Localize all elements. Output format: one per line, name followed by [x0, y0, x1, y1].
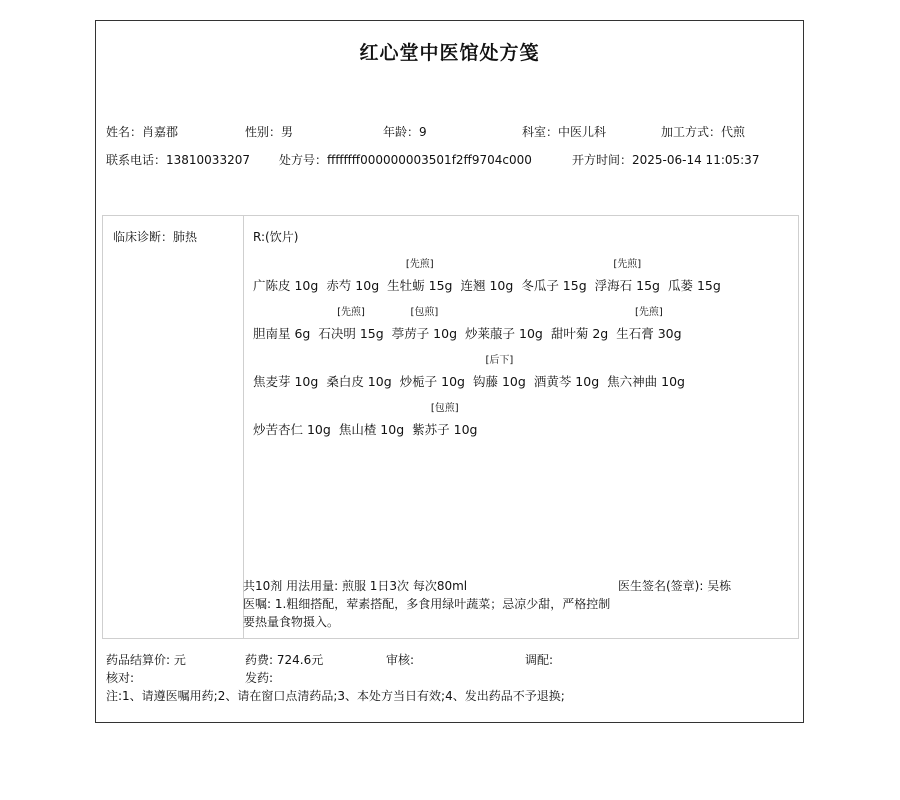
herb-item [521, 276, 586, 294]
herb-note: [先煎] [613, 259, 642, 270]
herb-item [594, 259, 660, 294]
herb-name: 赤芍 10g [326, 278, 380, 293]
herb-item [326, 276, 379, 294]
herb-item [551, 324, 608, 342]
herb-item [607, 372, 685, 390]
herb-name: 紫苏子 10g [412, 422, 478, 437]
rx-header: R:(饮片) [253, 230, 299, 244]
dispense-field: 调配: [525, 653, 554, 667]
herb-name: 炒栀子 10g [399, 374, 465, 389]
herb-note: [后下] [485, 355, 514, 366]
herb-item [472, 355, 526, 390]
drug-settlement-price: 药品结算价: 元 [106, 653, 186, 667]
herb-name: 桑白皮 10g [326, 374, 392, 389]
herb-name: 连翘 10g [460, 278, 514, 293]
herb-note: [先煎] [634, 307, 663, 318]
herb-item [253, 372, 318, 390]
herb-name: 广陈皮 10g [253, 278, 319, 293]
herb-item [668, 276, 721, 294]
phone-number: 联系电话：13810033207 [106, 153, 250, 167]
herb-item [253, 420, 331, 438]
herb-name: 炒莱菔子 10g [465, 326, 543, 341]
herb-name: 钩藤 10g [472, 374, 526, 389]
herb-item [326, 372, 391, 390]
herb-name: 焦山楂 10g [338, 422, 405, 437]
herb-row [253, 307, 690, 342]
prescription-number: 处方号：ffffffff000000003501f2ff9704c000 [279, 153, 532, 167]
issue-field: 发药: [245, 671, 274, 685]
herb-note: [包煎] [410, 307, 439, 318]
check-field: 核对: [106, 671, 135, 685]
herb-name: 酒黄芩 10g [533, 374, 600, 389]
medical-advice: 医嘱: 1.粗细搭配，荤素搭配，多食用绿叶蔬菜；忌凉少甜，严格控制要热量食物摄入。 [243, 597, 611, 629]
herb-note: [包煎] [430, 403, 459, 414]
doctor-signature: 医生签名(签章): 吴栋 [618, 579, 732, 593]
herb-item [387, 259, 453, 294]
herb-note: [先煎] [405, 259, 434, 270]
prescription-time: 开方时间：2025-06-14 11:05:37 [572, 153, 760, 167]
herb-name: 甜叶菊 2g [550, 326, 609, 341]
herb-row [253, 259, 729, 294]
herb-item [534, 372, 599, 390]
herb-item [616, 307, 682, 342]
prescription-body [102, 215, 799, 639]
herb-name: 生石膏 30g [616, 326, 682, 341]
herb-item [318, 307, 384, 342]
herb-item [253, 276, 318, 294]
herb-name: 焦六神曲 10g [607, 374, 685, 389]
prescription-form [95, 20, 804, 723]
footer-notice: 注:1、请遵医嘱用药;2、请在窗口点清药品;3、本处方当日有效;4、发出药品不予退换; [106, 689, 565, 703]
patient-age: 年龄：9 [383, 125, 427, 139]
herb-name: 生牡蛎 15g [387, 278, 453, 293]
herb-name: 胆南星 6g [253, 326, 311, 341]
department: 科室：中医儿科 [522, 125, 607, 139]
herb-name: 冬瓜子 15g [521, 278, 587, 293]
process-method: 加工方式：代煎 [661, 125, 746, 139]
herb-item [465, 324, 543, 342]
herb-item [460, 276, 513, 294]
clinical-diagnosis: 临床诊断：肺热 [113, 230, 198, 244]
patient-gender: 性别：男 [245, 125, 294, 139]
column-divider [243, 216, 244, 638]
herb-name: 瓜蒌 15g [667, 278, 721, 293]
herb-item [253, 324, 310, 342]
herb-row [253, 355, 693, 390]
review-field: 审核: [386, 653, 415, 667]
prescription-title: 红心堂中医馆处方笺 [359, 42, 540, 64]
herb-item [391, 307, 458, 342]
patient-name: 姓名：肖嘉郡 [106, 125, 179, 139]
usage-dosage: 共10剂 用法用量: 煎服 1日3次 每次80ml [243, 579, 468, 593]
herb-name: 石决明 15g [318, 326, 384, 341]
herb-name: 浮海石 15g [594, 278, 660, 293]
herb-name: 焦麦芽 10g [253, 374, 319, 389]
herb-name: 葶苈子 10g [391, 326, 458, 341]
herb-item [412, 403, 478, 438]
herb-item [400, 372, 465, 390]
drug-fee: 药费: 724.6元 [245, 653, 324, 667]
herb-item [339, 420, 404, 438]
herb-row [253, 403, 485, 438]
herb-name: 炒苦杏仁 10g [253, 422, 331, 437]
herb-note: [先煎] [337, 307, 365, 318]
